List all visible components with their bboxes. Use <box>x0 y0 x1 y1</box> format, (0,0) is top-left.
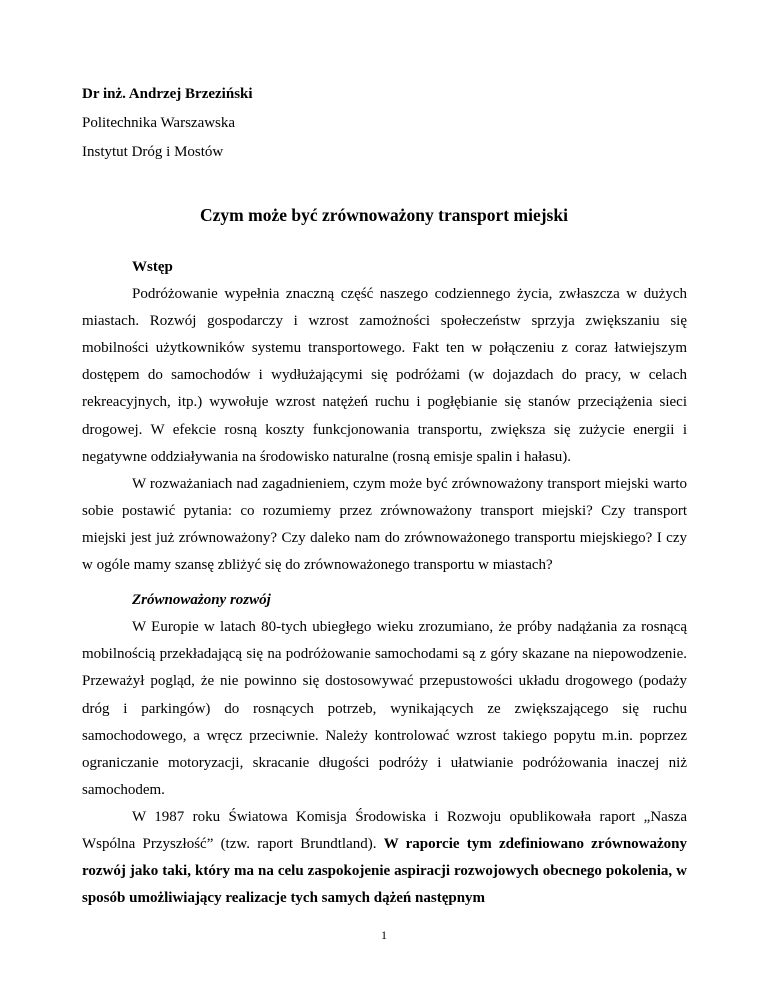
author-institution: Politechnika Warszawska <box>82 115 236 131</box>
page-number: 1 <box>381 928 387 942</box>
sustainable-paragraph-2 <box>82 804 687 912</box>
intro-paragraph-2: W rozważaniach nad zagadnieniem, czym może być zrównoważony transport miejski warto sobie postawić pytania: co rozumiemy przez zrównoważony transport miejski? Czy transport miejski jest już zrównoważony? Czy daleko nam do zrównoważonego transportu miejskiego? I czy w ogóle mamy szansę zbliżyć się do zrównoważonego transportu w miastach? <box>82 475 687 574</box>
brundtland-text: W 1987 roku Światowa Komisja Środowiska i Rozwoju opublikowała raport „Nasza Wspólna Przyszłość” (tzw. raport Brundtland). <box>82 808 687 852</box>
author-department: Instytut Dróg i Mostów <box>82 144 224 160</box>
author-block <box>82 80 253 167</box>
document-body <box>82 254 687 912</box>
section-heading-sustainable: Zrównoważony rozwój <box>132 592 271 609</box>
document-title: Czym może być zrównoważony transport miejski <box>200 205 568 225</box>
intro-paragraph-1: Podróżowanie wypełnia znaczną część naszego codziennego życia, zwłaszcza w dużych miastach. Rozwój gospodarczy i wzrost zamożności społeczeństw sprzyja zwiększaniu się mobilności użytkowników systemu transportowego. Fakt ten w połączeniu z coraz łatwiejszym dostępem do samochodów i wydłużającymi się podróżami (w dojazdach do pracy, w celach rekreacyjnych, itp.) wywołuje wzrost natężeń ruchu i pogłębianie się stanów przeciążenia sieci drogowej. W efekcie rosną koszty funkcjonowania transportu, zwiększa się zużycie energii i negatywne oddziaływania na środowisko naturalne (rosną emisje spalin i hałasu). <box>82 286 687 465</box>
sustainable-paragraph-1: W Europie w latach 80-tych ubiegłego wieku zrozumiano, że próby nadążania za rosnącą mobilnością przekładającą się na podróżowanie samochodami są z góry skazane na niepowodzenie. Przeważył pogląd, że nie powinno się dostosowywać przepustowości układu drogowego (podaży dróg i parkingów) do rosnących potrzeb, wynikających ze zwiększającego się ruchu samochodowego, a wręcz przeciwnie. Należy kontrolować wzrost takiego popytu m.in. poprzez ograniczanie motoryzacji, skracanie długości podróży i ułatwianie podróżowania inaczej niż samochodem. <box>82 619 687 798</box>
author-name: Dr inż. Andrzej Brzeziński <box>82 86 253 102</box>
section-heading-intro: Wstęp <box>132 259 173 275</box>
definition-bold-text: W raporcie tym zdefiniowano zrównoważony rozwój jako taki, który ma na celu zaspokojenie aspiracji rozwojowych obecnego pokolenia, w sposób umożliwiający realizacje tych samych dążeń następnym <box>82 835 687 907</box>
